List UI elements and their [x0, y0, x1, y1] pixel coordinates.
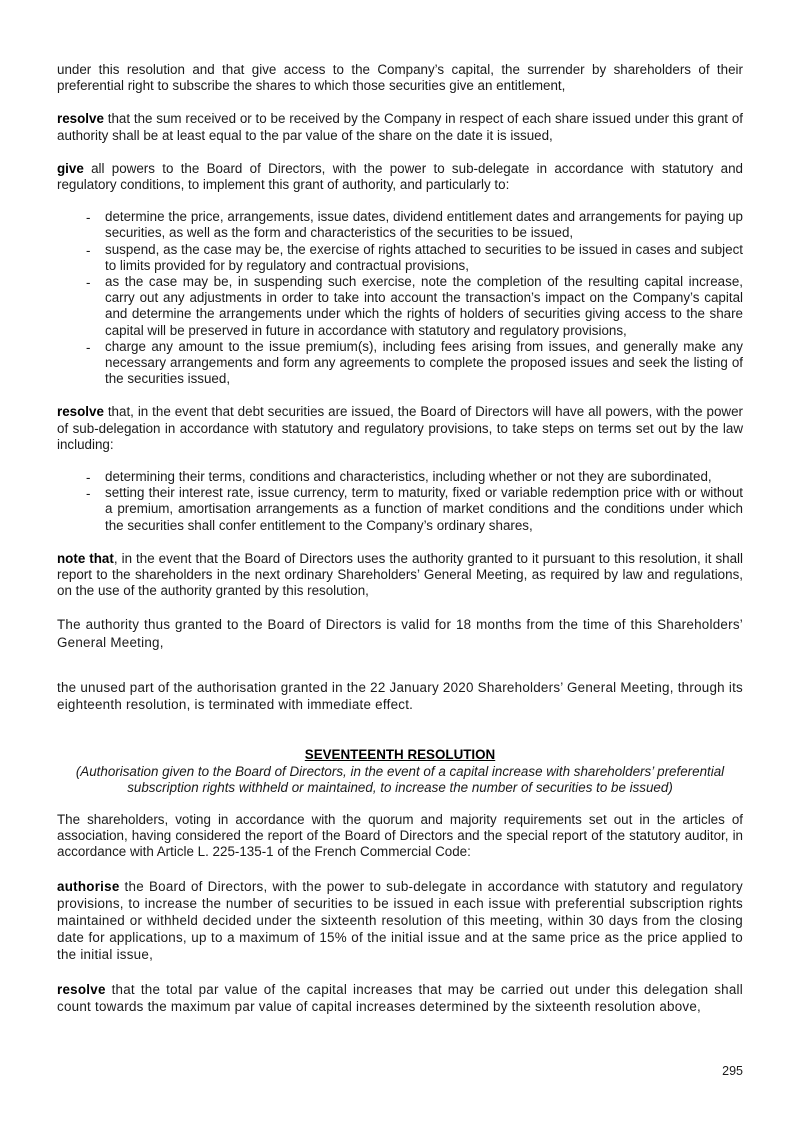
list-item: - as the case may be, in suspending such exercise, note the completion of the resulting capital increase, carry out any adjustments in order to take into account the transaction’s impact on the Company’s capital and determine the arrangements under which the rights of holders of securities giving access to the share capital will be preserved in future in accordance with statutory and regulatory provisions,	[105, 274, 743, 339]
paragraph-note-that	[57, 551, 743, 600]
paragraph-give-powers	[57, 161, 743, 193]
list-item: - determine the price, arrangements, issue dates, dividend entitlement dates and arrangements for paying up securities, as well as the form and characteristics of the securities to be issued,	[105, 209, 743, 241]
lead-word: give	[57, 160, 84, 176]
paragraph-text: the Board of Directors, with the power to sub-delegate in accordance with statutory and regulatory provisions, to increase the number of securities to be issued in each issue with preferential subscription rights maintained or withheld decided under the sixteenth resolution of this meeting, within 30 days from the closing date for applications, up to a maximum of 15% of the initial issue and at the same price as the price applied to the initial issue,	[57, 878, 743, 963]
paragraph-text: , in the event that the Board of Directors uses the authority granted to it pursuant to this resolution, it shall report to the shareholders in the next ordinary Shareholders’ General Meeting, as required by law and regulations, on the use of the authority granted by this resolution,	[57, 550, 744, 599]
paragraph-resolve-sum	[57, 111, 743, 143]
lead-word: authorise	[57, 878, 120, 894]
paragraph-text: that the total par value of the capital increases that may be carried out under this delegation shall count towards the maximum par value of capital increases determined by the sixteenth resolution above,	[57, 981, 743, 1014]
lead-word: resolve	[57, 404, 104, 420]
list-item: - setting their interest rate, issue currency, term to maturity, fixed or variable redemption price with or without a premium, amortisation arrangements as a function of market conditions and the conditions under which the securities shall confer entitlement to the Company’s ordinary shares,	[105, 485, 743, 534]
lead-word: resolve	[57, 981, 106, 997]
resolution-subtitle: (Authorisation given to the Board of Directors, in the event of a capital increase with shareholders’ preferential subscription rights withheld or maintained, to increase the number of securities to be issued)	[75, 763, 725, 795]
paragraph-validity: The authority thus granted to the Board of Directors is valid for 18 months from the time of this Shareholders’ General Meeting,	[57, 617, 743, 650]
document-page	[57, 62, 743, 1032]
paragraph-text: that, in the event that debt securities are issued, the Board of Directors will have all powers, with the power of sub-delegation in accordance with statutory and regulatory provisions, to take steps on terms set out by the law including:	[57, 404, 743, 452]
lead-word: resolve	[57, 111, 104, 127]
lead-word: note that	[57, 550, 114, 566]
paragraph-authorise	[57, 878, 743, 964]
resolution-heading	[57, 747, 743, 796]
list-item: - determining their terms, conditions and characteristics, including whether or not they are subordinated,	[105, 469, 743, 485]
paragraph-unused-part: the unused part of the authorisation granted in the 22 January 2020 Shareholders’ General Meeting, through its eighteenth resolution, is terminated with immediate effect.	[57, 679, 743, 713]
debt-terms-list	[57, 469, 743, 534]
paragraph-resolve-total	[57, 981, 743, 1015]
list-item: - suspend, as the case may be, the exercise of rights attached to securities to be issued in cases and subject to limits provided for by regulatory and contractual provisions,	[105, 242, 743, 274]
resolution-title: SEVENTEENTH RESOLUTION	[304, 747, 496, 763]
paragraph-continuation: under this resolution and that give access to the Company’s capital, the surrender by shareholders of their preferential right to subscribe the shares to which those securities give an entitlement,	[57, 62, 743, 94]
paragraph-text: all powers to the Board of Directors, with the power to sub-delegate in accordance with statutory and regulatory conditions, to implement this grant of authority, and particularly to:	[57, 160, 743, 193]
paragraph-intro: The shareholders, voting in accordance with the quorum and majority requirements set out in the articles of association, having considered the report of the Board of Directors and the special report of the statutory auditor, in accordance with Article L. 225-135-1 of the French Commercial Code:	[57, 811, 743, 860]
powers-list	[57, 209, 743, 387]
page-number: 295	[722, 1064, 743, 1078]
list-item: - charge any amount to the issue premium(s), including fees arising from issues, and generally make any necessary arrangements and form any agreements to complete the proposed issues and seek the listing of the securities issued,	[105, 339, 743, 388]
paragraph-text: that the sum received or to be received by the Company in respect of each share issued under this grant of authority shall be at least equal to the par value of the share on the date it is issued,	[57, 111, 743, 143]
paragraph-resolve-debt	[57, 404, 743, 453]
